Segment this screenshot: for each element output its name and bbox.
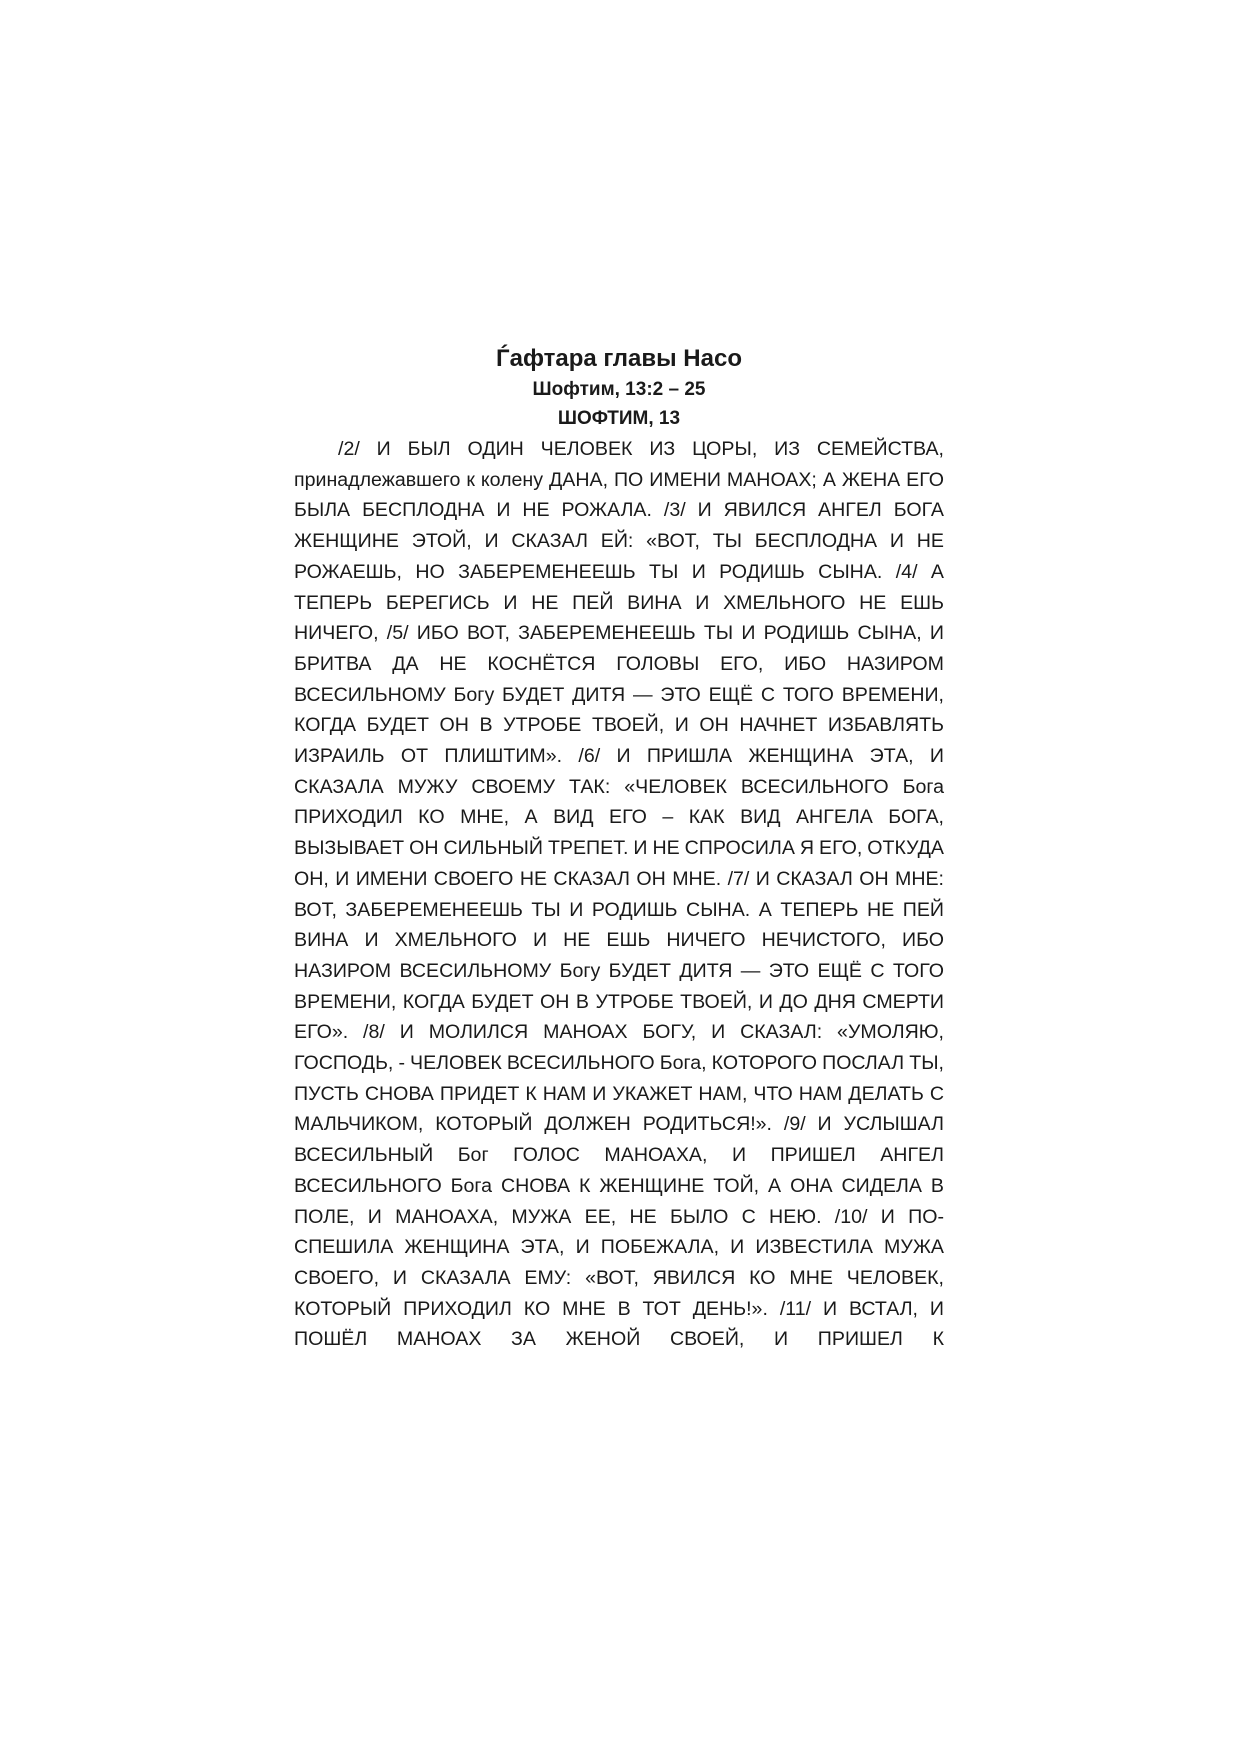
document-content [294, 342, 944, 1355]
chapter-heading: ШОФТИМ, 13 [557, 408, 681, 429]
body-paragraph: /2/ И БЫЛ ОДИН ЧЕЛОВЕК ИЗ ЦОРЫ, ИЗ СЕМЕЙСТВА, принадлежавшего к колену ДАНА, ПО ИМЕНИ МАНОАХ; А ЖЕНА ЕГО БЫЛА БЕСПЛОДНА И НЕ РОЖАЛА. /3/ И ЯВИЛСЯ АНГЕЛ БОГА ЖЕНЩИНЕ ЭТОЙ, И СКАЗАЛ ЕЙ: «ВОТ, ТЫ БЕСПЛОДНА И НЕ РОЖАЕШЬ, НО ЗАБЕРЕМЕНЕЕШЬ ТЫ И РОДИШЬ СЫНА. /4/ А ТЕПЕРЬ БЕРЕГИСЬ И НЕ ПЕЙ ВИНА И ХМЕЛЬНОГО НЕ ЕШЬ НИЧЕГО, /5/ ИБО ВОТ, ЗАБЕРЕМЕНЕЕШЬ ТЫ И РОДИШЬ СЫНА, И БРИТВА ДА НЕ КОСНЁТСЯ ГОЛОВЫ ЕГО, ИБО НАЗИРОМ ВСЕСИЛЬНОМУ Богу БУДЕТ ДИТЯ — ЭТО ЕЩЁ С ТОГО ВРЕМЕНИ, КОГДА БУДЕТ ОН В УТРОБЕ ТВОЕЙ, И ОН НАЧНЕТ ИЗБАВЛЯТЬ ИЗРАИЛЬ ОТ ПЛИШТИМ». /6/ И ПРИШЛА ЖЕНЩИНА ЭТА, И СКАЗАЛА МУЖУ СВОЕМУ ТАК: «ЧЕЛОВЕК ВСЕСИЛЬНОГО Бога ПРИХОДИЛ КО МНЕ, А ВИД ЕГО – КАК ВИД АНГЕЛА БОГА, ВЫЗЫВАЕТ ОН СИЛЬНЫЙ ТРЕПЕТ. И НЕ СПРОСИЛА Я ЕГО, ОТКУДА ОН, И ИМЕНИ СВОЕГО НЕ СКАЗАЛ ОН МНЕ. /7/ И СКАЗАЛ ОН МНЕ: ВОТ, ЗАБЕРЕМЕНЕЕШЬ ТЫ И РОДИШЬ СЫНА. А ТЕПЕРЬ НЕ ПЕЙ ВИНА И ХМЕЛЬНОГО И НЕ ЕШЬ НИЧЕГО НЕЧИСТОГО, ИБО НАЗИРОМ ВСЕСИЛЬНОМУ Богу БУДЕТ ДИТЯ — ЭТО ЕЩЁ С ТОГО ВРЕМЕНИ, КОГДА БУДЕТ ОН В УТРОБЕ ТВОЕЙ, И ДО ДНЯ СМЕРТИ ЕГО». /8/ И МОЛИЛСЯ МАНОАХ БОГУ, И СКАЗАЛ: «УМОЛЯЮ, ГОСПОДЬ, - ЧЕЛОВЕК ВСЕСИЛЬНОГО Бога, КОТОРОГО ПОСЛАЛ ТЫ, ПУСТЬ СНОВА ПРИДЕТ К НАМ И УКАЖЕТ НАМ, ЧТО НАМ ДЕЛАТЬ С МАЛЬЧИКОМ, КОТОРЫЙ ДОЛЖЕН РОДИТЬСЯ!». /9/ И УСЛЫШАЛ ВСЕСИЛЬНЫЙ Бог ГОЛОС МАНОАХА, И ПРИШЕЛ АНГЕЛ ВСЕСИЛЬНОГО Бога СНОВА К ЖЕНЩИНЕ ТОЙ, А ОНА СИДЕЛА В ПОЛЕ, И МАНОАХА, МУЖА ЕЕ, НЕ БЫЛО С НЕЮ. /10/ И ПОСПЕШИЛА ЖЕНЩИНА ЭТА, И ПОБЕЖАЛА, И ИЗВЕСТИЛА МУЖА СВОЕГО, И СКАЗАЛА ЕМУ: «ВОТ, ЯВИЛСЯ КО МНЕ ЧЕЛОВЕК, КОТОРЫЙ ПРИХОДИЛ КО МНЕ В ТОТ ДЕНЬ!». /11/ И ВСТАЛ, И ПОШЁЛ МАНОАХ ЗА ЖЕНОЙ СВОЕЙ, И ПРИШЕЛ К [294, 438, 944, 1351]
document-subtitle: Шофтим, 13:2 – 25 [532, 379, 706, 400]
document-title: Ѓафтара главы Насо [495, 345, 742, 372]
